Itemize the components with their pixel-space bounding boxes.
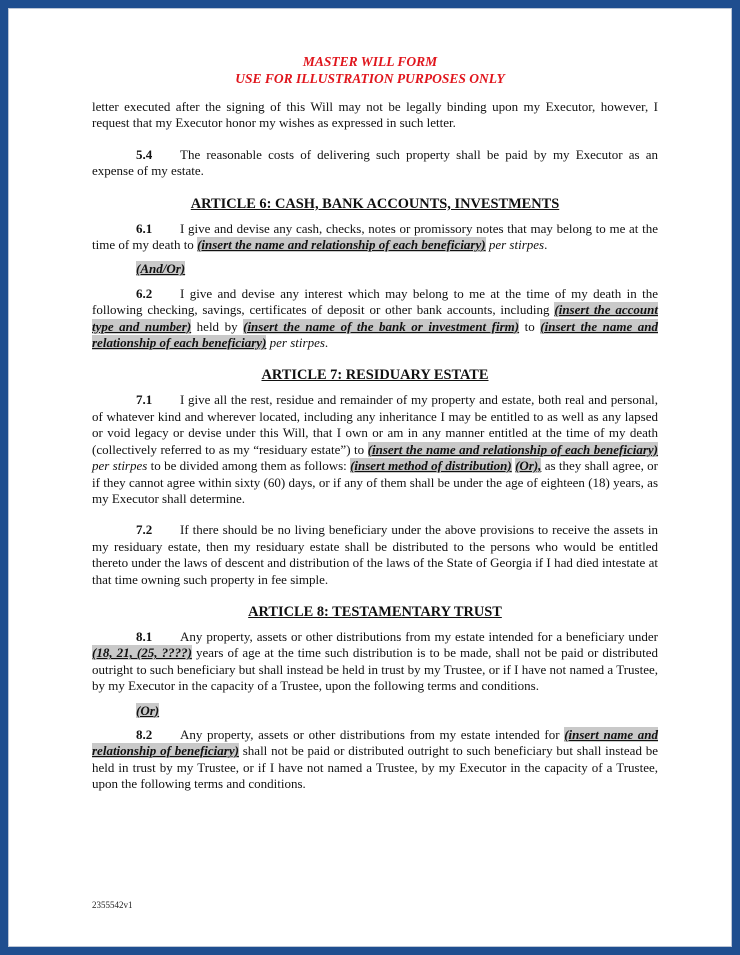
watermark-header xyxy=(9,53,731,87)
header-line-1: MASTER WILL FORM xyxy=(302,54,438,69)
fill-in-field[interactable]: (insert the name and relationship of each beneficiary) xyxy=(197,237,486,253)
and-or-option: (And/Or) xyxy=(136,261,186,277)
document-id-footer: 2355542v1 xyxy=(92,900,133,910)
section-7-1: 7.1 I give all the rest, residue and remainder of my property and estate, both real and personal, of whatever kind and wherever located, including any inheritance I may be entitled to as well as any lapsed or void legacy or devise under this Will, that I own or am in any manner entitled at the time of my death (collectively referred to as my “residuary estate”) to (insert the name and relationship of each beneficiary) per stirpes to be divided among them as follows: (insert method of distribution) (Or), as they shall agree, or if they cannot agree within sixty (60) days, or if any of them shall be under the age of eighteen (18) years, as my Executor shall determine. xyxy=(92,392,659,506)
fill-in-field[interactable]: (insert the name and relationship of each beneficiary) xyxy=(367,441,659,457)
fill-in-field[interactable]: (Or), xyxy=(515,458,542,474)
or-option: (Or) xyxy=(136,702,160,718)
section-5-4: 5.4 The reasonable costs of delivering such property shall be paid by my Executor as an expense of my estate. xyxy=(92,146,658,179)
article-6-heading: ARTICLE 6: CASH, BANK ACCOUNTS, INVESTMENTS xyxy=(190,195,560,212)
section-8-2: 8.2 Any property, assets or other distributions from my estate intended for (insert name and relationship of beneficiary) shall not be paid or distributed outright to such beneficiary but shall instead be held in trust by my Trustee, or if I have not named a Trustee, by my Executor in the capacity of a Trustee, upon the following terms and conditions. xyxy=(92,726,659,792)
intro-paragraph: letter executed after the signing of this Will may not be legally binding upon my Executor, however, I request that my Executor honor my wishes as expressed in such letter. xyxy=(92,99,658,131)
document-body xyxy=(92,99,658,793)
section-6-1: 6.1 I give and devise any cash, checks, notes or promissory notes that may belong to me at the time of my death to (insert the name and relationship of each beneficiary) per stirpes. xyxy=(92,220,658,253)
article-7-heading: ARTICLE 7: RESIDUARY ESTATE xyxy=(261,367,489,384)
fill-in-field[interactable]: (18, 21, (25, ????) xyxy=(92,645,192,661)
header-line-2: USE FOR ILLUSTRATION PURPOSES ONLY xyxy=(235,71,505,86)
fill-in-field[interactable]: (insert the name and relationship of each beneficiary) xyxy=(92,318,658,351)
article-8-heading: ARTICLE 8: TESTAMENTARY TRUST xyxy=(248,603,502,620)
section-7-2: 7.2 If there should be no living beneficiary under the above provisions to receive the assets in my residuary estate, then my residuary estate shall be distributed to the persons who would be entitled thereto under the laws of descent and distribution of the laws of the State of Georgia if I had died intestate at that time owning such property in fee simple. xyxy=(92,522,658,587)
document-page xyxy=(8,8,732,947)
fill-in-field[interactable]: (insert name and relationship of beneficiary) xyxy=(92,726,659,759)
section-6-2: 6.2 I give and devise any interest which may belong to me at the time of my death in the following checking, savings, certificates of deposit or other bank accounts, including (insert the account type and number) held by (insert the name of the bank or investment firm) to (insert the name and relationship of each beneficiary) per stirpes. xyxy=(92,285,658,351)
fill-in-field[interactable]: (insert method of distribution) xyxy=(350,458,512,474)
fill-in-field[interactable]: (insert the name of the bank or investment firm) xyxy=(243,318,520,334)
section-8-1: 8.1 Any property, assets or other distributions from my estate intended for a beneficiary under (18, 21, (25, ????) years of age at the time such distribution is to be made, shall not be paid or distributed outright to such beneficiary but shall instead be held in trust by my Trustee, or if I have not named a Trustee, by my Executor in the capacity of a Trustee, upon the following terms and conditions. xyxy=(92,628,658,694)
fill-in-field[interactable]: (insert the account type and number) xyxy=(92,302,658,334)
